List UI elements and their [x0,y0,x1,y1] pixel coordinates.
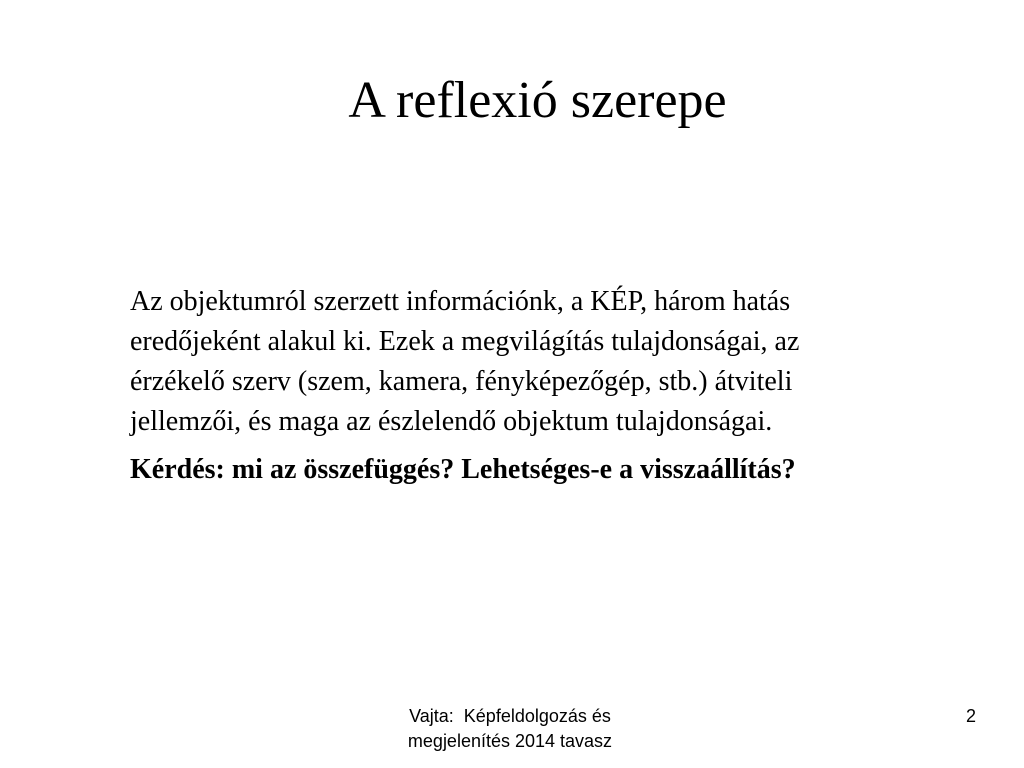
paragraph-line: érzékelő szerv (szem, kamera, fényképezőgép, stb.) átviteli [130,366,793,397]
paragraph-line: jellemzői, és maga az észlelendő objektum tulajdonságai. [130,406,773,437]
slide-body [130,282,960,490]
slide-title: A reflexió szerepe [348,72,727,129]
paragraph-line: eredőjeként alakul ki. Ezek a megvilágítás tulajdonságai, az [130,326,800,357]
paragraph-line: Az objektumról szerzett információnk, a KÉP, három hatás [130,286,791,317]
footer-line: megjelenítés 2014 tavasz [407,731,613,751]
footer-line: Vajta: Képfeldolgozás és [409,706,611,726]
footer-caption [340,704,680,754]
body-paragraph [130,282,960,442]
question-text: Kérdés: mi az összefüggés? Lehetséges-e a visszaállítás? [130,454,796,485]
page-number: 2 [965,706,976,726]
